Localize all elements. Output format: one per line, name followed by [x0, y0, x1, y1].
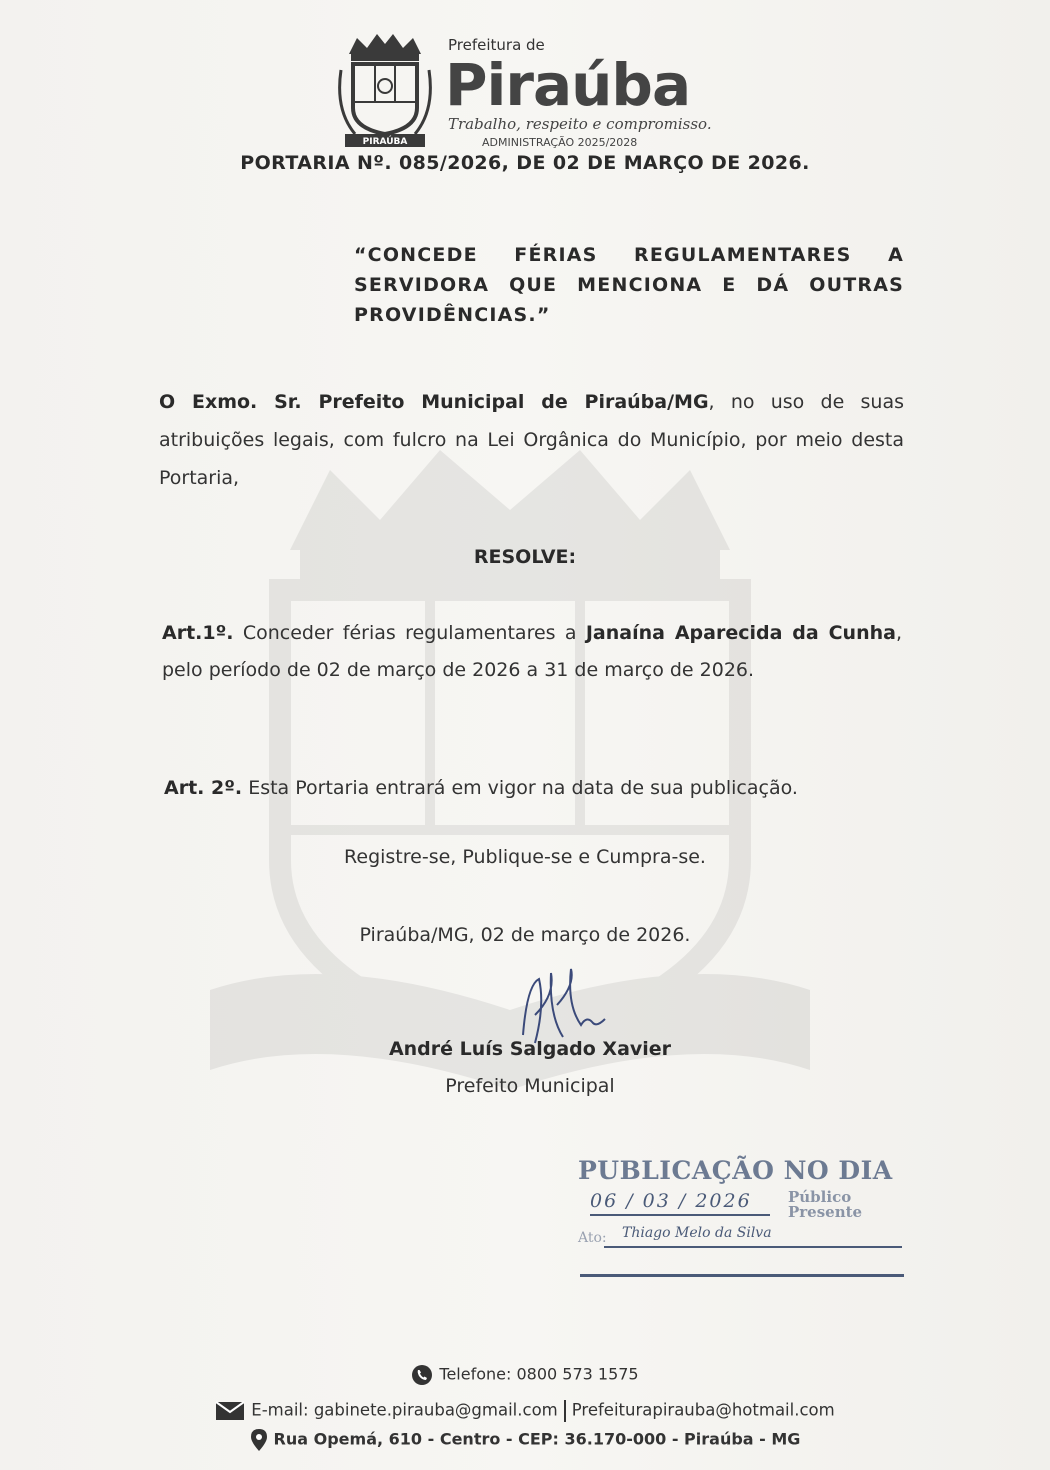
location-pin-icon [250, 1428, 268, 1452]
footer-email [0, 1400, 1050, 1422]
stamp-publico-line2: Presente [788, 1203, 863, 1221]
city-crest-icon [335, 30, 435, 148]
footer-address-text: Rua Opemá, 610 - Centro - CEP: 36.170-000 - Piraúba - MG [273, 1429, 801, 1449]
closing-formula: Registre-se, Publique-se e Cumpra-se. [344, 846, 706, 868]
article-1-employee-name: Janaína Aparecida da Cunha [585, 622, 896, 644]
stamp-ato-line [604, 1246, 902, 1248]
signer-name: André Luís Salgado Xavier [388, 1038, 672, 1060]
stamp-title: PUBLICAÇÃO NO DIA [578, 1156, 893, 1185]
signer-role: Prefeito Municipal [445, 1075, 615, 1097]
letterhead-prefix: Prefeitura de [448, 36, 545, 54]
stamp-publico-line1: Público [788, 1188, 852, 1206]
letterhead-slogan: Trabalho, respeito e compromisso. [448, 115, 712, 133]
footer-phone [0, 1364, 1050, 1386]
article-1-label: Art.1º. [162, 622, 234, 644]
crest-label: PIRAÚBA [362, 137, 408, 147]
stamp-bottom-line [580, 1274, 904, 1277]
mail-icon [215, 1401, 245, 1421]
letterhead [335, 30, 735, 155]
stamp-date: 06 / 03 / 2026 [590, 1190, 752, 1212]
footer-address [0, 1428, 1050, 1452]
letterhead-city: Piraúba [445, 51, 691, 119]
phone-icon [411, 1364, 433, 1386]
article-1 [162, 615, 902, 689]
article-1-text-b: , pelo período de 02 de março de 2026 a 31 de março de 2026. [162, 622, 902, 681]
stamp-ato-label: Ato: [578, 1230, 607, 1246]
article-2-text: Esta Portaria entrará em vigor na data de sua publicação. [242, 777, 798, 799]
stamp-publico [788, 1190, 862, 1220]
article-2-label: Art. 2º. [164, 777, 243, 799]
letterhead-administration: ADMINISTRAÇÃO 2025/2028 [482, 136, 638, 149]
footer-email-text[interactable]: E-mail: gabinete.pirauba@gmail.com [251, 1400, 558, 1420]
stamp-ato-signature: Thiago Melo da Silva [622, 1225, 772, 1241]
document-ementa: “CONCEDE FÉRIAS REGULAMENTARES A SERVIDORA QUE MENCIONA E DÁ OUTRAS PROVIDÊNCIAS.” [354, 244, 904, 326]
footer-separator [564, 1400, 566, 1422]
preamble-paragraph [159, 383, 904, 497]
footer-email2-text[interactable]: Prefeiturapirauba@hotmail.com [571, 1400, 835, 1420]
article-1-text-a: Conceder férias regulamentares a [233, 622, 586, 644]
preamble-authority: O Exmo. Sr. Prefeito Municipal de Piraúba/MG [159, 391, 709, 413]
resolve-heading: RESOLVE: [473, 546, 577, 568]
preamble-text: , no uso de suas atribuições legais, com fulcro na Lei Orgânica do Município, por meio desta Portaria, [159, 391, 904, 489]
publication-stamp [574, 1150, 914, 1290]
document-title: PORTARIA Nº. 085/2026, DE 02 DE MARÇO DE 2026. [240, 152, 810, 174]
place-and-date: Piraúba/MG, 02 de março de 2026. [359, 924, 691, 946]
article-2 [164, 769, 904, 807]
footer-phone-text: Telefone: 0800 573 1575 [439, 1364, 639, 1384]
stamp-date-line [590, 1214, 770, 1216]
